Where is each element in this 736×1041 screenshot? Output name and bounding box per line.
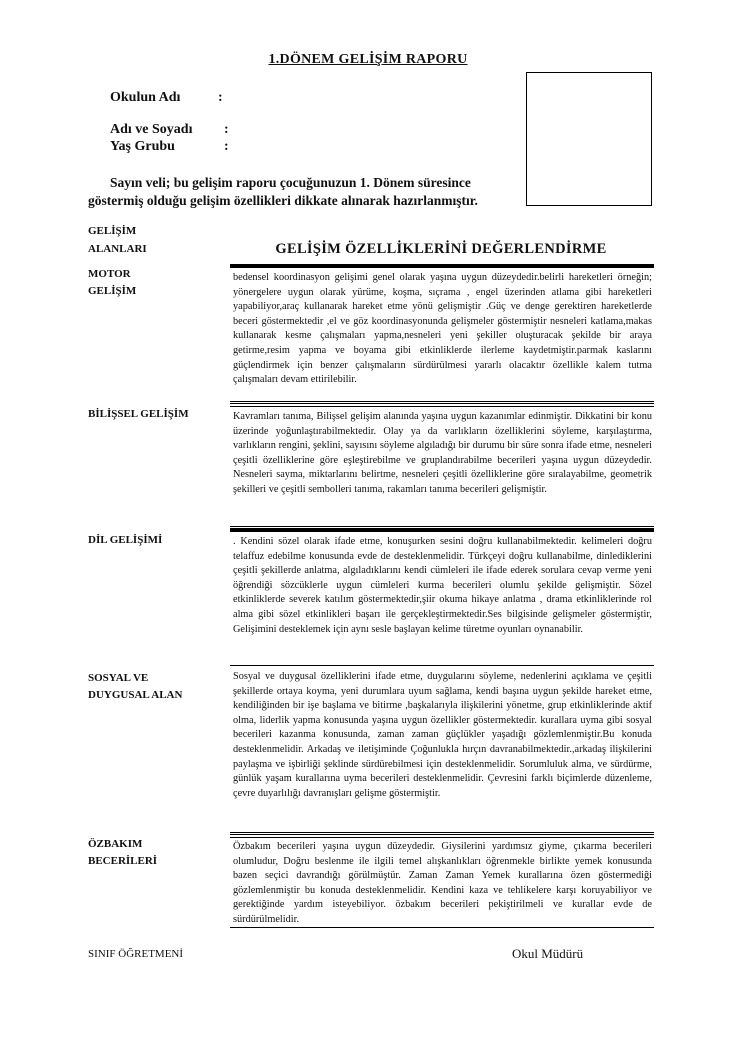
photo-box [526, 72, 652, 206]
section-text-language: . Kendini sözel olarak ifade etme, konuşurken sesini doğru kullanabilmektedir. kelimeleri doğru telaffuz edebilme konusunda evde de desteklenmelidir. Türkçeyi doğru kullanabilme, dinlediklerini çeşitli şekillerde anlatma, algıladıklarını kendi cümleleri ile ifade ederek sorulara cevap verme yeni öğrendiği sözcüklerle uygun cümleleri kurma becerileri olumlu şekilde gelişmiştir. Sözel etkinliklerde severek katılım göstermektedir,şiir okuma hikaye anlatma , drama etkinliklerinde rol alma gibi sözel etkinlikleri başarı ile gerçekleştirmektedir.Ses bilgisinde gelişmeler göstermiştir, Gelişimini desteklemek için aynı sesle başlayan kelime türetme oyunları oynanabilir. [230, 528, 654, 666]
section-label-line-2: DUYGUSAL ALAN [88, 689, 183, 701]
school-name-label: Okulun Adı [110, 90, 181, 105]
age-group-sep: : [224, 139, 229, 154]
intro-text [88, 174, 520, 210]
school-name-sep: : [218, 90, 223, 105]
section-text-motor: bedensel koordinasyon gelişimi genel olarak yaşına uygun düzeydedir.belirli hareketleri örneğin; yönergelere uygun olarak yürüme, koşma, sıçrama , engel üzerinden atlama gibi hareketleri yapabiliyor,araç kullanarak hareket etme yönü gelişmiştir .Güç ve denge gerektiren hareketlerde beceri göstermektedir ,el ve göz koordinasyonunda gelişmeler göstermiştir nesneleri katlama,makas kullanarak kesme çalışmaları yapma,nesneleri yeni şekiller oluşturacak şekilde bir araya getirme,resim yapma ve boyama gibi etkinliklerde ilerleme kaydetmiştir.parmak kaslarını güçlendirmek için benzer çalışmaların sürdürülmesi yararlı olacaktır özellikle kalem tutma çalışmaları devam ettirilebilir. [230, 264, 654, 402]
areas-header-line-2: ALANLARI [88, 243, 147, 255]
intro-line-1: Sayın veli; bu gelişim raporu çocuğunuzun 1. Dönem süresince [110, 175, 471, 190]
section-text-social: Sosyal ve duygusal özelliklerini ifade etme, duygularını söyleme, nedenlerini açıklama ve çeşitli şekillerde ortaya koyma, yeni durumlara uyum sağlama, kendi başına uygun şekilde hareket etme, kendiliğinden bir işe başlama ve bitirme ,başkalarıyla ilişkilerini yönetme, grup etkinliklerinde aktif olma, liderlik yapma konusunda yaşına uygun özellikler göstermektedir. kurallara uyma gibi sosyal becerileri kazanma konusunda, zaman zaman güçlükler yaşadığı gözlemlenmiştir.Bu konuda desteklenmelidir. Arkadaş ve iletişiminde Çoğunlukla hırçın davranabilmektedir.,arkadaş ilişkilerini paylaşma ve işbirliği şeklinde sürdürebilmesi için desteklenmelidir. Sorumluluk alma, ve sürdürme, günlük yaşam kurallarına uyma becerileri desteklenmelidir. Çevresini farklı biçimlerde düzenleme, çevre duyarlılığı davranışları gelişme göstermiştir. [230, 670, 654, 833]
section-label-line-1: SOSYAL VE [88, 672, 149, 684]
section-label-cognitive [88, 406, 189, 423]
section-label-language [88, 532, 162, 549]
section-label-selfcare [88, 836, 157, 870]
section-label-line-1: ÖZBAKIM [88, 838, 143, 850]
section-label-line-2: BECERİLERİ [88, 855, 158, 867]
principal-signature-label: Okul Müdürü [512, 946, 584, 961]
student-name-label: Adı ve Soyadı [110, 122, 193, 137]
section-text-cognitive: Kavramları tanıma, Bilişsel gelişim alanında yaşına uygun kazanımlar edinmiştir. Dikkatini bir konu üzerinde yoğunlaştırabilmektedir. Olay ya da varlıkların özelliklerini söyleme, karşılaştırma, varlıkların rengini, şeklini, sayısını söyleme algıladığı bir durumu bir süre sonra ifade etme, nesneleri çeşitli özelliklerine göre eşleştirebilme ve gruplandırabilme becerileri yaşına uygun düzeydedir. Nesneleri sayma, miktarlarını belirtme, nesneleri çeşitli özelliklerine göre sıralayabilme, geometrik şekilleri ve çeşitli sembolleri tanıma, rakamları tanıma becerileri gelişmiştir. [230, 403, 654, 527]
report-title: 1.DÖNEM GELİŞİM RAPORU [268, 52, 468, 67]
section-text-selfcare: Özbakım becerileri yaşına uygun düzeydedir. Giysilerini yardımsız giyme, çıkarma becerileri olumludur, Doğru beslenme ile ilgili temel alışkanlıkları öğrenmekle birlikte yemek konusunda bazen seçici davrandığı görülmüştür. Zaman Zaman Yemek kurallarına özen göstermediği gözlemlenmiştir bu konuda desteklenmelidir. Kendini kaza ve tehlikelere karşı koruyabiliyor ve gerektiğinde yardım isteyebiliyor. özbakım becerileri pekiştirilmeli ve kurallar evde de sürdürülmelidir. [230, 834, 654, 928]
areas-header [88, 222, 147, 258]
section-label-line-1: BİLİŞSEL GELİŞİM [88, 408, 189, 420]
areas-header-line-1: GELİŞİM [88, 225, 137, 237]
section-label-line-2: GELİŞİM [88, 285, 137, 297]
age-group-label: Yaş Grubu [110, 139, 175, 154]
section-label-line-1: MOTOR [88, 268, 131, 280]
intro-line-2: göstermiş olduğu gelişim özellikleri dikkate alınarak hazırlanmıştır. [88, 193, 478, 208]
section-label-line-1: DİL GELİŞİMİ [88, 534, 163, 546]
section-label-social [88, 670, 182, 704]
evaluation-header: GELİŞİM ÖZELLİKLERİNİ DEĞERLENDİRME [275, 241, 607, 257]
teacher-signature-label: SINIF ÖĞRETMENİ [88, 948, 184, 960]
section-label-motor [88, 266, 136, 300]
student-name-sep: : [224, 122, 229, 137]
